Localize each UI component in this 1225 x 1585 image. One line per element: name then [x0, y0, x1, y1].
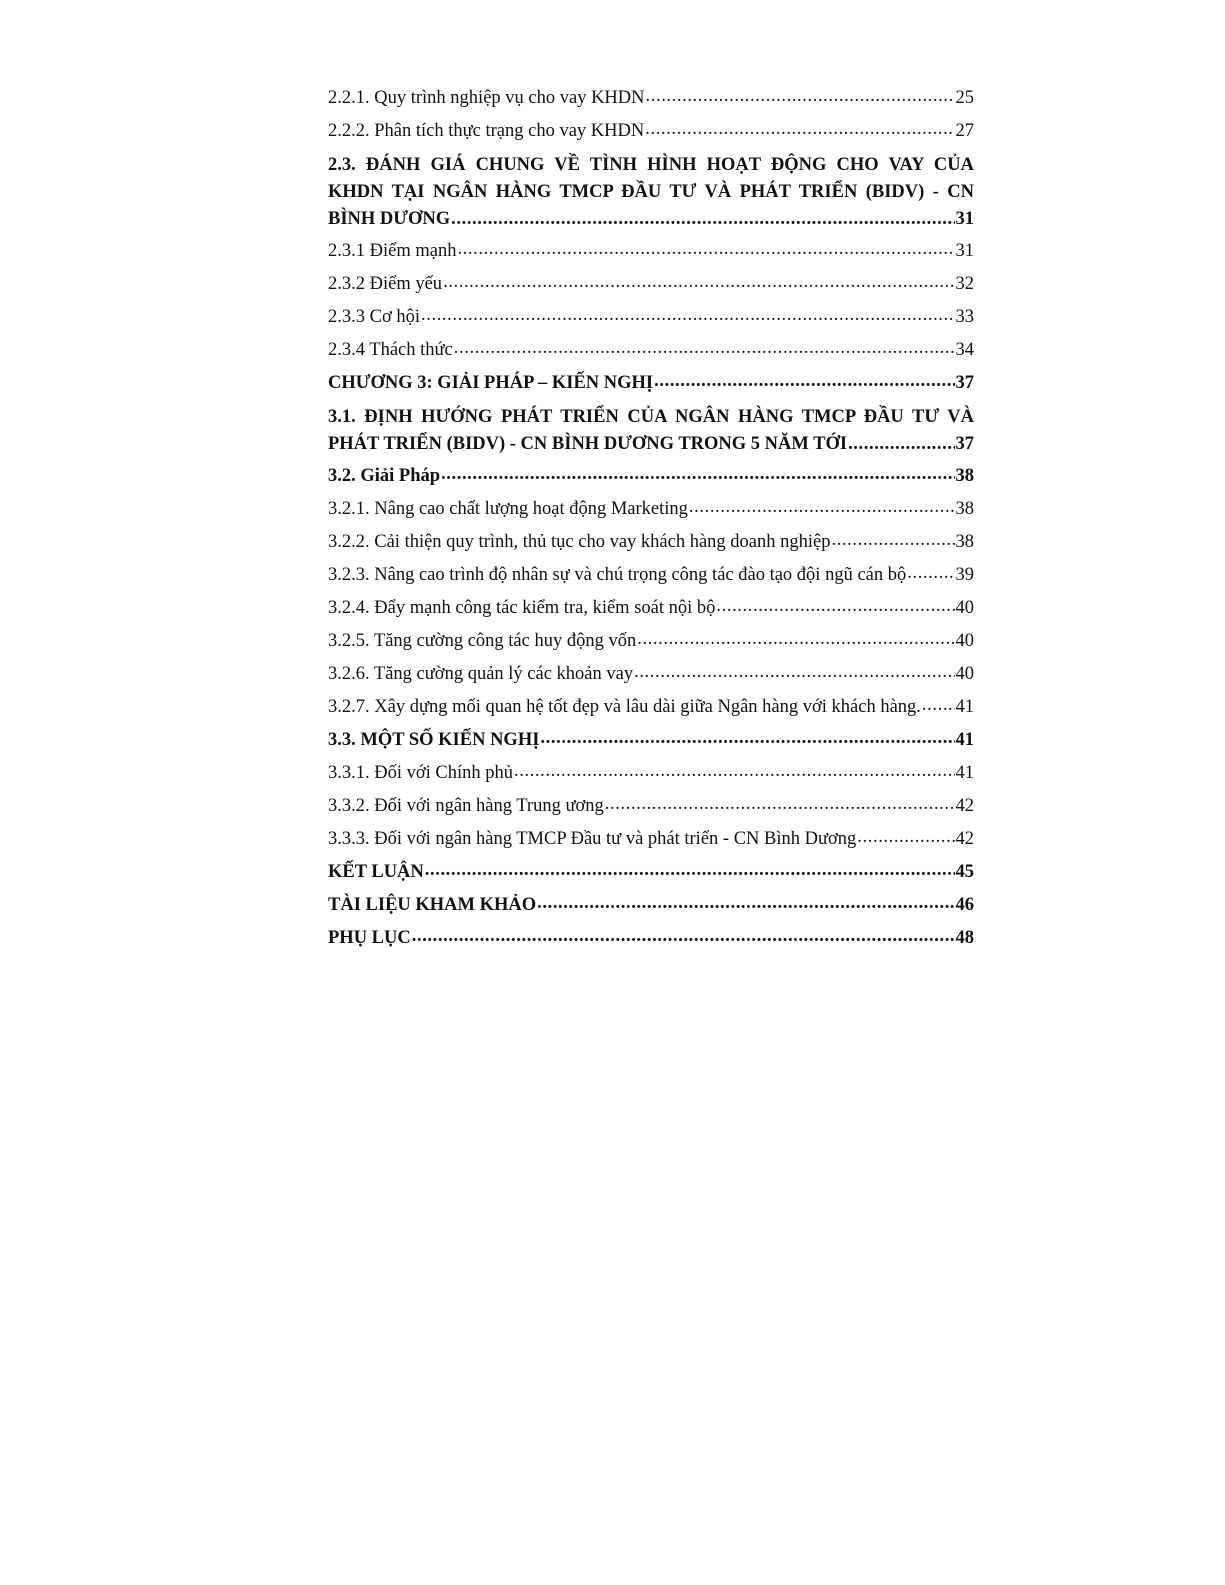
toc-page-number: 41: [955, 697, 974, 717]
toc-entry-2-2-1[interactable]: [328, 82, 974, 115]
dot-leader: [457, 240, 954, 260]
toc-page-number: 34: [955, 340, 974, 360]
toc-page-number: 41: [955, 730, 974, 750]
dot-leader: [537, 894, 954, 914]
toc-page-number: 31: [955, 209, 974, 229]
toc-entry-title: 3.3.2. Đối với ngân hàng Trung ương: [328, 796, 604, 816]
dot-leader: [637, 630, 954, 650]
toc-entry-3-2-5[interactable]: [328, 625, 974, 658]
toc-page-number: 38: [955, 532, 974, 552]
dot-leader: [540, 729, 954, 749]
dot-leader: [654, 372, 954, 392]
dot-leader: [922, 696, 955, 716]
toc-page-number: 40: [955, 598, 974, 618]
toc-entry-title: 3.2.5. Tăng cường công tác huy động vốn: [328, 631, 637, 651]
toc-entry-title: 3.2.3. Nâng cao trình độ nhân sự và chú trọng công tác đào tạo đội ngũ cán bộ: [328, 565, 907, 585]
dot-leader: [831, 531, 954, 551]
dot-leader: [716, 597, 954, 617]
dot-leader: [645, 120, 954, 140]
toc-entry-2-3[interactable]: [328, 148, 974, 235]
toc-entry-title: CHƯƠNG 3: GIẢI PHÁP – KIẾN NGHỊ: [328, 373, 654, 393]
dot-leader: [425, 861, 955, 881]
toc-entry-2-3-4[interactable]: [328, 334, 974, 367]
toc-entry-3-2-4[interactable]: [328, 592, 974, 625]
toc-page-number: 31: [955, 241, 974, 261]
toc-entry-3-2-2[interactable]: [328, 526, 974, 559]
toc-entry-3-3-2[interactable]: [328, 790, 974, 823]
table-of-contents: [328, 82, 974, 955]
toc-entry-3-2-3[interactable]: [328, 559, 974, 592]
toc-page-number: 33: [955, 307, 974, 327]
toc-entry-title: 2.3.3 Cơ hội: [328, 307, 421, 327]
toc-entry-title: 2.3.4 Thách thức: [328, 340, 453, 360]
toc-entry-2-3-2[interactable]: [328, 268, 974, 301]
toc-entry-title: 3.2.7. Xây dựng mối quan hệ tốt đẹp và lâu dài giữa Ngân hàng với khách hàng.: [328, 697, 921, 717]
toc-page-number: 38: [955, 466, 974, 486]
toc-entry-2-2-2[interactable]: [328, 115, 974, 148]
toc-entry-title: 2.3.1 Điểm mạnh: [328, 241, 457, 261]
toc-entry-appendix[interactable]: [328, 922, 974, 955]
dot-leader: [634, 663, 954, 683]
toc-entry-title: 3.2.1. Nâng cao chất lượng hoạt động Marketing: [328, 499, 688, 519]
toc-page-number: 40: [955, 631, 974, 651]
toc-page-number: 39: [955, 565, 974, 585]
toc-entry-3-3-1[interactable]: [328, 757, 974, 790]
toc-entry-title-line3: BÌNH DƯƠNG: [328, 209, 451, 229]
dot-leader: [421, 306, 954, 326]
toc-page-number: 45: [955, 862, 974, 882]
dot-leader: [412, 927, 955, 947]
toc-entry-3-2-7[interactable]: [328, 691, 974, 724]
toc-entry-title-line2: PHÁT TRIỂN (BIDV) - CN BÌNH DƯƠNG TRONG 5 NĂM TỚI: [328, 434, 848, 454]
toc-entry-title: TÀI LIỆU KHAM KHẢO: [328, 895, 537, 915]
toc-entry-references[interactable]: [328, 889, 974, 922]
toc-entry-title: 2.2.2. Phân tích thực trạng cho vay KHDN: [328, 121, 645, 141]
toc-entry-title: 3.2.4. Đẩy mạnh công tác kiểm tra, kiểm soát nội bộ: [328, 598, 716, 618]
toc-entry-title-line1: 2.3. ĐÁNH GIÁ CHUNG VỀ TÌNH HÌNH HOẠT ĐỘNG CHO VAY CỦA: [328, 155, 974, 175]
toc-entry-title: 3.2. Giải Pháp: [328, 466, 441, 486]
dot-leader: [443, 273, 954, 293]
dot-leader: [848, 432, 954, 452]
toc-entry-title-line2: KHDN TẠI NGÂN HÀNG TMCP ĐẦU TƯ VÀ PHÁT TRIỂN (BIDV) - CN: [328, 182, 974, 202]
toc-entry-3-2-1[interactable]: [328, 493, 974, 526]
toc-entry-title: 3.2.6. Tăng cường quản lý các khoản vay: [328, 664, 634, 684]
toc-entry-title: PHỤ LỤC: [328, 928, 411, 948]
toc-entry-title: 2.3.2 Điểm yếu: [328, 274, 443, 294]
dot-leader: [454, 339, 955, 359]
toc-entry-3-2[interactable]: [328, 460, 974, 493]
toc-entry-3-2-6[interactable]: [328, 658, 974, 691]
dot-leader: [514, 762, 954, 782]
toc-page-number: 40: [955, 664, 974, 684]
toc-entry-title: 3.3.3. Đối với ngân hàng TMCP Đầu tư và phát triển - CN Bình Dương: [328, 829, 857, 849]
toc-page-number: 41: [955, 763, 974, 783]
toc-entry-3-3[interactable]: [328, 724, 974, 757]
toc-entry-2-3-3[interactable]: [328, 301, 974, 334]
toc-page-number: 42: [955, 796, 974, 816]
toc-entry-title: 3.3.1. Đối với Chính phủ: [328, 763, 514, 783]
dot-leader: [857, 828, 954, 848]
dot-leader: [441, 465, 954, 485]
toc-entry-3-3-3[interactable]: [328, 823, 974, 856]
dot-leader: [907, 564, 954, 584]
toc-page-number: 25: [955, 88, 974, 108]
toc-entry-2-3-1[interactable]: [328, 235, 974, 268]
toc-page-number: 38: [955, 499, 974, 519]
dot-leader: [605, 795, 955, 815]
toc-page-number: 32: [955, 274, 974, 294]
toc-entry-title-line1: 3.1. ĐỊNH HƯỚNG PHÁT TRIỂN CỦA NGÂN HÀNG TMCP ĐẦU TƯ VÀ: [328, 407, 974, 427]
toc-page-number: 48: [955, 928, 974, 948]
toc-page-number: 37: [955, 434, 974, 454]
toc-entry-title: KẾT LUẬN: [328, 862, 424, 882]
toc-page-number: 27: [955, 121, 974, 141]
dot-leader: [646, 87, 955, 107]
dot-leader: [451, 207, 954, 227]
toc-page-number: 42: [955, 829, 974, 849]
toc-entry-chapter-3[interactable]: [328, 367, 974, 400]
toc-entry-title: 2.2.1. Quy trình nghiệp vụ cho vay KHDN: [328, 88, 645, 108]
toc-entry-title: 3.2.2. Cải thiện quy trình, thủ tục cho vay khách hàng doanh nghiệp: [328, 532, 831, 552]
dot-leader: [689, 498, 955, 518]
toc-entry-conclusion[interactable]: [328, 856, 974, 889]
toc-entry-title: 3.3. MỘT SỐ KIẾN NGHỊ: [328, 730, 540, 750]
toc-page-number: 46: [955, 895, 974, 915]
toc-entry-3-1[interactable]: [328, 400, 974, 460]
toc-page-number: 37: [955, 373, 974, 393]
